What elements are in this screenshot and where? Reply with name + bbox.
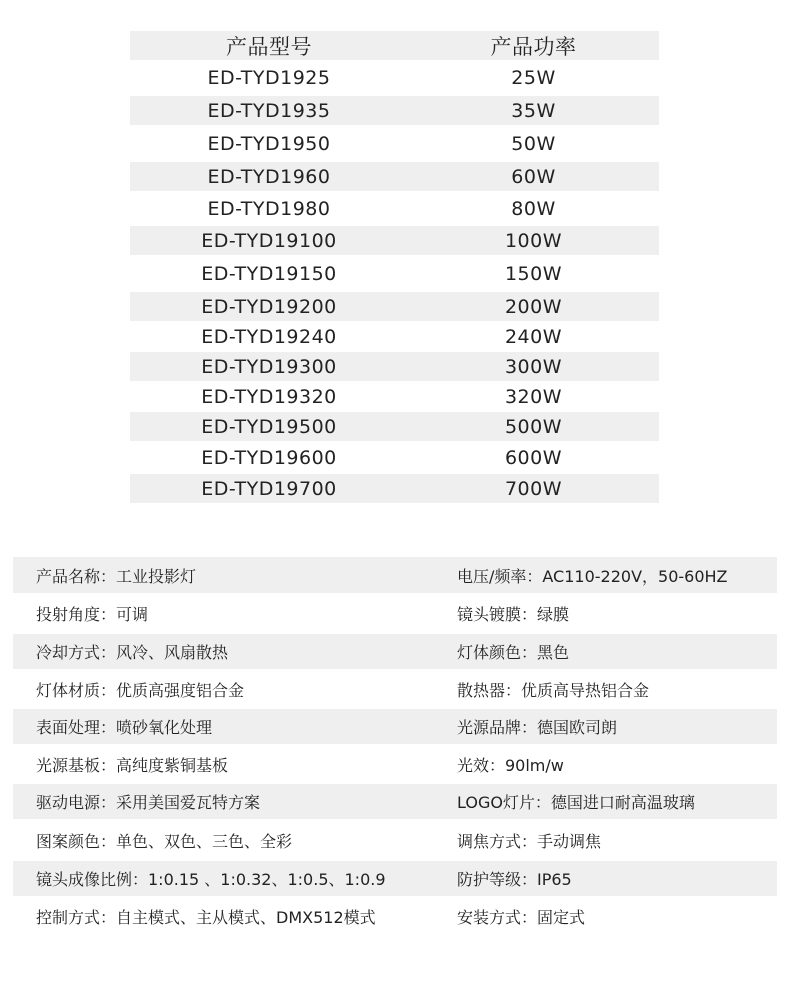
spec-left: 灯体材质：优质高强度铝合金 [36, 680, 245, 700]
power-cell: 60W [511, 165, 556, 188]
spec-left: 产品名称：工业投影灯 [36, 566, 197, 586]
power-cell: 320W [504, 385, 563, 408]
header-power: 产品功率 [490, 34, 577, 59]
model-cell: ED-TYD19240 [201, 325, 337, 348]
power-cell: 500W [504, 415, 563, 438]
spec-right: 散热器：优质高导热铝合金 [457, 680, 650, 700]
model-cell: ED-TYD19100 [201, 229, 337, 252]
model-cell: ED-TYD19200 [201, 295, 337, 318]
table-row [130, 292, 659, 321]
model-cell: ED-TYD1925 [207, 67, 331, 89]
model-cell: ED-TYD19320 [201, 385, 337, 408]
model-cell: ED-TYD19500 [201, 415, 337, 438]
spec-left: 光源基板：高纯度紫铜基板 [36, 755, 229, 775]
power-cell: 700W [504, 477, 563, 500]
spec-row [13, 784, 777, 819]
spec-right: 防护等级：IP65 [457, 870, 572, 889]
spec-row [13, 744, 777, 784]
power-cell: 240W [504, 325, 563, 348]
model-cell: ED-TYD1960 [207, 165, 331, 188]
table-row [130, 96, 659, 125]
model-cell: ED-TYD1980 [207, 197, 331, 220]
spec-right: 电压/频率：AC110-220V，50-60HZ [457, 566, 728, 586]
spec-right: LOGO灯片：德国进口耐高温玻璃 [457, 793, 695, 812]
power-cell: 150W [504, 262, 563, 285]
table-row [130, 226, 659, 255]
spec-left: 投射角度：可调 [36, 605, 149, 624]
spec-row [13, 819, 777, 861]
model-cell: ED-TYD1950 [207, 132, 331, 155]
table-row [130, 381, 659, 412]
table-row [130, 255, 659, 292]
power-cell: 600W [504, 446, 563, 469]
spec-left: 驱动电源：采用美国爱瓦特方案 [36, 793, 261, 812]
spec-row [13, 896, 777, 936]
table-row [130, 321, 659, 352]
power-cell: 300W [504, 355, 563, 378]
power-cell: 100W [504, 229, 563, 252]
spec-row [13, 557, 777, 593]
spec-right: 安装方式：固定式 [457, 907, 586, 927]
table-row [130, 60, 659, 96]
spec-row [13, 669, 777, 709]
table-row [130, 352, 659, 381]
table-row [130, 474, 659, 503]
spec-table [13, 557, 777, 936]
model-cell: ED-TYD19300 [201, 355, 337, 378]
spec-right: 调焦方式：手动调焦 [457, 831, 602, 851]
model-cell: ED-TYD19700 [201, 477, 337, 500]
spec-right: 光源品牌：德国欧司朗 [457, 718, 618, 737]
spec-left: 冷却方式：风冷、风扇散热 [36, 643, 229, 662]
spec-row [13, 634, 777, 669]
model-cell: ED-TYD19600 [201, 446, 337, 469]
spec-row [13, 593, 777, 634]
table-header-row [130, 31, 659, 60]
spec-row [13, 861, 777, 896]
spec-left: 镜头成像比例：1:0.15 、1:0.32、1:0.5、1:0.9 [36, 870, 386, 889]
power-cell: 200W [504, 295, 563, 318]
table-row [130, 412, 659, 441]
table-row [130, 191, 659, 226]
spec-left: 控制方式：自主模式、主从模式、DMX512模式 [36, 907, 376, 927]
table-row [130, 441, 659, 474]
power-cell: 80W [511, 197, 556, 220]
power-cell: 25W [511, 67, 556, 89]
spec-row [13, 709, 777, 744]
model-cell: ED-TYD19150 [201, 262, 337, 285]
table-row [130, 162, 659, 191]
table-row [130, 125, 659, 162]
spec-left: 图案颜色：单色、双色、三色、全彩 [36, 831, 293, 851]
spec-right: 光效：90lm/w [457, 755, 564, 775]
power-cell: 50W [511, 132, 556, 155]
model-cell: ED-TYD1935 [207, 99, 331, 122]
model-power-table [130, 31, 659, 503]
spec-left: 表面处理：喷砂氧化处理 [36, 718, 213, 737]
spec-right: 灯体颜色：黑色 [457, 643, 570, 662]
header-model: 产品型号 [226, 34, 312, 59]
spec-right: 镜头镀膜：绿膜 [457, 605, 570, 624]
power-cell: 35W [511, 99, 556, 122]
